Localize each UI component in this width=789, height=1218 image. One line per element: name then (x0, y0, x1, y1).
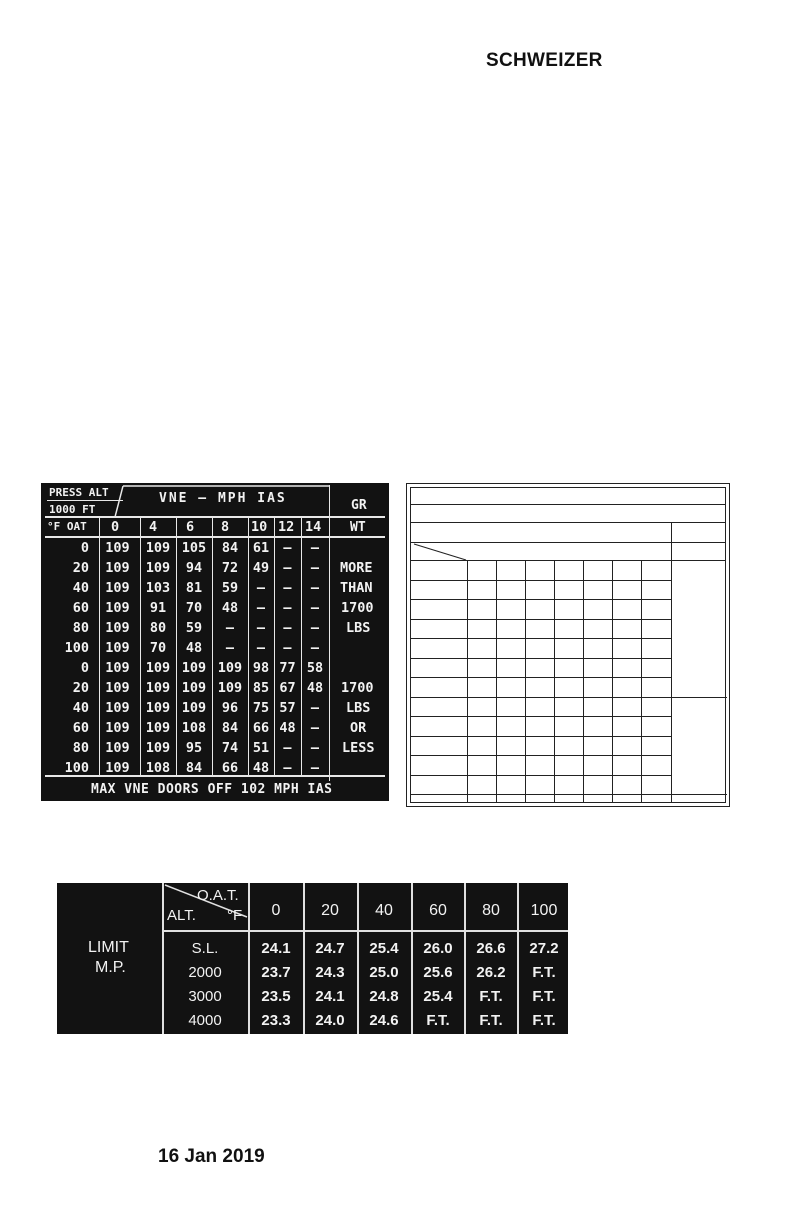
vne-row (45, 598, 329, 618)
mp-value-cell: F.T. (479, 1012, 503, 1029)
mp-temp-header: 40 (375, 902, 393, 919)
vne-row (45, 718, 329, 738)
mp-alt-label: 4000 (188, 1012, 222, 1029)
vne-value-cell: 77 (279, 660, 296, 676)
vne-value-cell: — (256, 640, 266, 656)
vne-oat-cell: 100 (64, 640, 89, 656)
vne-value-cell: 109 (105, 660, 130, 676)
vne-value-cell: — (310, 720, 320, 736)
mp-value-cell: 23.3 (261, 1012, 291, 1029)
vne-value-cell: 109 (145, 680, 171, 696)
heavy-label-3: 1700 (341, 600, 374, 616)
vne-value-cell: 61 (252, 540, 270, 556)
vne-value-cell: 109 (145, 540, 171, 556)
vne-value-cell: 49 (252, 560, 270, 576)
vne-value-cell: 48 (185, 640, 203, 656)
mp-temp-header: 100 (530, 902, 558, 919)
mp-value-cell: 23.7 (261, 964, 291, 981)
vne-value-cell: 81 (185, 580, 203, 596)
vne-value-cell: — (283, 560, 292, 576)
vne-value-cell: 75 (252, 700, 270, 716)
light-label-3: OR (350, 720, 367, 736)
vne-value-cell: 66 (252, 720, 270, 736)
vne-row (45, 658, 329, 678)
vne-oat-cell: 100 (64, 760, 89, 776)
vne-row (45, 698, 329, 718)
vne-value-cell: 48 (306, 680, 324, 696)
vne-value-cell: 109 (145, 560, 171, 576)
vne-oat-cell: 40 (72, 580, 89, 596)
vne-value-cell: 48 (252, 760, 270, 776)
vne-value-cell: 98 (252, 660, 270, 676)
vne-placard (41, 483, 389, 801)
vne-oat-cell: 0 (80, 660, 89, 676)
vne-row (45, 578, 329, 598)
vne-oat-cell: 40 (72, 700, 89, 716)
mp-value-cell: 25.4 (423, 988, 453, 1005)
limit-label: LIMIT (88, 939, 129, 956)
vne-value-cell: 109 (105, 760, 130, 776)
mp-value-cell: 26.0 (423, 940, 453, 957)
vne-value-cell: 108 (145, 760, 171, 776)
vne-value-cell: — (283, 760, 292, 776)
press-alt-label: PRESS ALT (49, 486, 109, 499)
vne-row (45, 738, 329, 758)
limit-mp-placard (57, 883, 568, 1034)
blank-vne-form (406, 483, 730, 807)
mp-value-cell: 24.0 (315, 1012, 345, 1029)
vne-value-cell: 85 (252, 680, 270, 696)
vne-table (45, 538, 329, 778)
blank-form-inner (410, 487, 726, 803)
vne-row (45, 618, 329, 638)
alt-col-0: 0 (111, 519, 120, 535)
mp-value-cell: 24.8 (369, 988, 399, 1005)
vne-value-cell: 51 (252, 740, 270, 756)
vne-value-cell: — (310, 560, 320, 576)
vne-value-cell: 109 (105, 580, 130, 596)
vne-row (45, 538, 329, 558)
vne-value-cell: — (283, 580, 292, 596)
heavy-label-1: MORE (340, 560, 373, 576)
mp-temp-header: 20 (321, 902, 339, 919)
vne-value-cell: 109 (217, 660, 243, 676)
alt-col-12: 12 (278, 519, 295, 535)
page-footer-date: 16 Jan 2019 (158, 1146, 265, 1167)
vne-value-cell: 67 (279, 680, 296, 696)
vne-value-cell: 108 (181, 720, 207, 736)
vne-value-cell: — (283, 540, 292, 556)
vne-value-cell: 109 (145, 660, 171, 676)
vne-value-cell: — (225, 640, 235, 656)
vne-value-cell: — (283, 740, 292, 756)
vne-value-cell: 109 (145, 700, 171, 716)
mp-value-cell: F.T. (426, 1012, 450, 1029)
alt-col-8: 8 (221, 519, 230, 535)
mp-value-cell: F.T. (532, 988, 556, 1005)
vne-value-cell: — (225, 620, 235, 636)
vne-row (45, 758, 329, 778)
mp-value-cell: F.T. (532, 964, 556, 981)
vne-value-cell: 59 (221, 580, 239, 596)
vne-value-cell: 84 (221, 720, 239, 736)
heavy-label-2: THAN (340, 580, 373, 596)
vne-value-cell: 109 (105, 680, 130, 696)
mp-value-cell: 25.0 (369, 964, 399, 981)
mp-temp-header: 0 (271, 902, 281, 919)
vne-value-cell: — (310, 700, 320, 716)
vne-value-cell: — (310, 600, 320, 616)
vne-oat-cell: 80 (72, 740, 89, 756)
vne-value-cell: 109 (105, 740, 130, 756)
vne-value-cell: 109 (105, 700, 130, 716)
vne-value-cell: 57 (279, 700, 296, 716)
mp-value-cell: 24.1 (315, 988, 345, 1005)
vne-value-cell: 74 (221, 740, 239, 756)
vne-value-cell: 94 (185, 560, 203, 576)
vne-value-cell: 109 (145, 740, 171, 756)
vne-value-cell: — (310, 620, 320, 636)
vne-oat-cell: 80 (72, 620, 89, 636)
vne-value-cell: 59 (185, 620, 203, 636)
mp-value-cell: 24.1 (261, 940, 291, 957)
mp-label: M.P. (95, 959, 126, 976)
vne-oat-cell: 20 (72, 680, 89, 696)
vne-value-cell: 109 (145, 720, 171, 736)
mp-value-cell: F.T. (532, 1012, 556, 1029)
vne-value-cell: 48 (279, 720, 296, 736)
mp-value-cell: 26.6 (476, 940, 506, 957)
vne-oat-cell: 20 (72, 560, 89, 576)
vne-value-cell: — (283, 620, 292, 636)
alt-col-4: 4 (149, 519, 158, 535)
alt-col-14: 14 (305, 519, 322, 535)
vne-value-cell: 109 (105, 560, 130, 576)
mp-alt-label: 2000 (188, 964, 222, 981)
heavy-label-4: LBS (346, 620, 371, 636)
vne-value-cell: 72 (221, 560, 239, 576)
vne-row (45, 678, 329, 698)
vne-value-cell: 95 (185, 740, 203, 756)
vne-value-cell: — (310, 760, 320, 776)
light-label-2: LBS (346, 700, 371, 716)
deg-header: °F (227, 907, 243, 924)
vne-title: VNE — MPH IAS (159, 491, 287, 506)
gr-label: GR (351, 498, 367, 513)
mp-value-cell: 24.3 (315, 964, 345, 981)
vne-oat-cell: 0 (80, 540, 89, 556)
oat-label: °F OAT (47, 520, 87, 533)
wt-label: WT (350, 520, 366, 535)
vne-footer-note: MAX VNE DOORS OFF 102 MPH IAS (91, 782, 333, 797)
vne-value-cell: — (256, 620, 266, 636)
mp-alt-label: 3000 (188, 988, 222, 1005)
vne-value-cell: — (256, 600, 266, 616)
vne-value-cell: 109 (181, 660, 207, 676)
oat-header: O.A.T. (197, 887, 239, 904)
vne-value-cell: — (310, 580, 320, 596)
alt-col-6: 6 (186, 519, 195, 535)
vne-row (45, 558, 329, 578)
vne-value-cell: 109 (181, 680, 207, 696)
vne-value-cell: 109 (217, 680, 243, 696)
vne-value-cell: 103 (145, 580, 171, 596)
vne-value-cell: 70 (149, 640, 167, 656)
vne-value-cell: — (310, 740, 320, 756)
mp-value-cell: F.T. (479, 988, 503, 1005)
alt-header: ALT. (167, 907, 196, 924)
vne-value-cell: 84 (221, 540, 239, 556)
alt-col-10: 10 (251, 519, 268, 535)
vne-value-cell: 109 (105, 720, 130, 736)
vne-value-cell: 109 (105, 600, 130, 616)
vne-row (45, 638, 329, 658)
vne-oat-cell: 60 (72, 720, 89, 736)
vne-value-cell: — (283, 640, 292, 656)
mp-value-cell: 24.6 (369, 1012, 399, 1029)
vne-value-cell: 109 (181, 700, 207, 716)
vne-value-cell: — (256, 580, 266, 596)
vne-value-cell: 109 (105, 640, 130, 656)
vne-value-cell: 48 (221, 600, 239, 616)
mp-value-cell: 25.4 (369, 940, 399, 957)
vne-oat-cell: 60 (72, 600, 89, 616)
vne-value-cell: 96 (221, 700, 239, 716)
vne-value-cell: 80 (149, 620, 167, 636)
mp-temp-header: 60 (429, 902, 447, 919)
light-label-4: LESS (342, 740, 375, 756)
vne-value-cell: 84 (185, 760, 203, 776)
mp-value-cell: 26.2 (476, 964, 506, 981)
vne-value-cell: — (310, 640, 320, 656)
mp-value-cell: 24.7 (315, 940, 345, 957)
mp-value-cell: 27.2 (529, 940, 559, 957)
vne-value-cell: — (310, 540, 320, 556)
vne-value-cell: 109 (105, 620, 130, 636)
vne-value-cell: 91 (149, 600, 167, 616)
vne-value-cell: 66 (221, 760, 239, 776)
vne-value-cell: 70 (185, 600, 203, 616)
mp-alt-label: S.L. (191, 940, 219, 957)
vne-value-cell: 109 (105, 540, 130, 556)
vne-value-cell: 105 (181, 540, 207, 556)
light-label-1: 1700 (341, 680, 374, 696)
page-header-brand: SCHWEIZER (486, 50, 603, 71)
mp-value-cell: 25.6 (423, 964, 453, 981)
vne-value-cell: 58 (306, 660, 324, 676)
mp-value-cell: 23.5 (261, 988, 291, 1005)
mp-temp-header: 80 (482, 902, 500, 919)
alt-unit-label: 1000 FT (49, 503, 96, 516)
vne-value-cell: — (283, 600, 292, 616)
